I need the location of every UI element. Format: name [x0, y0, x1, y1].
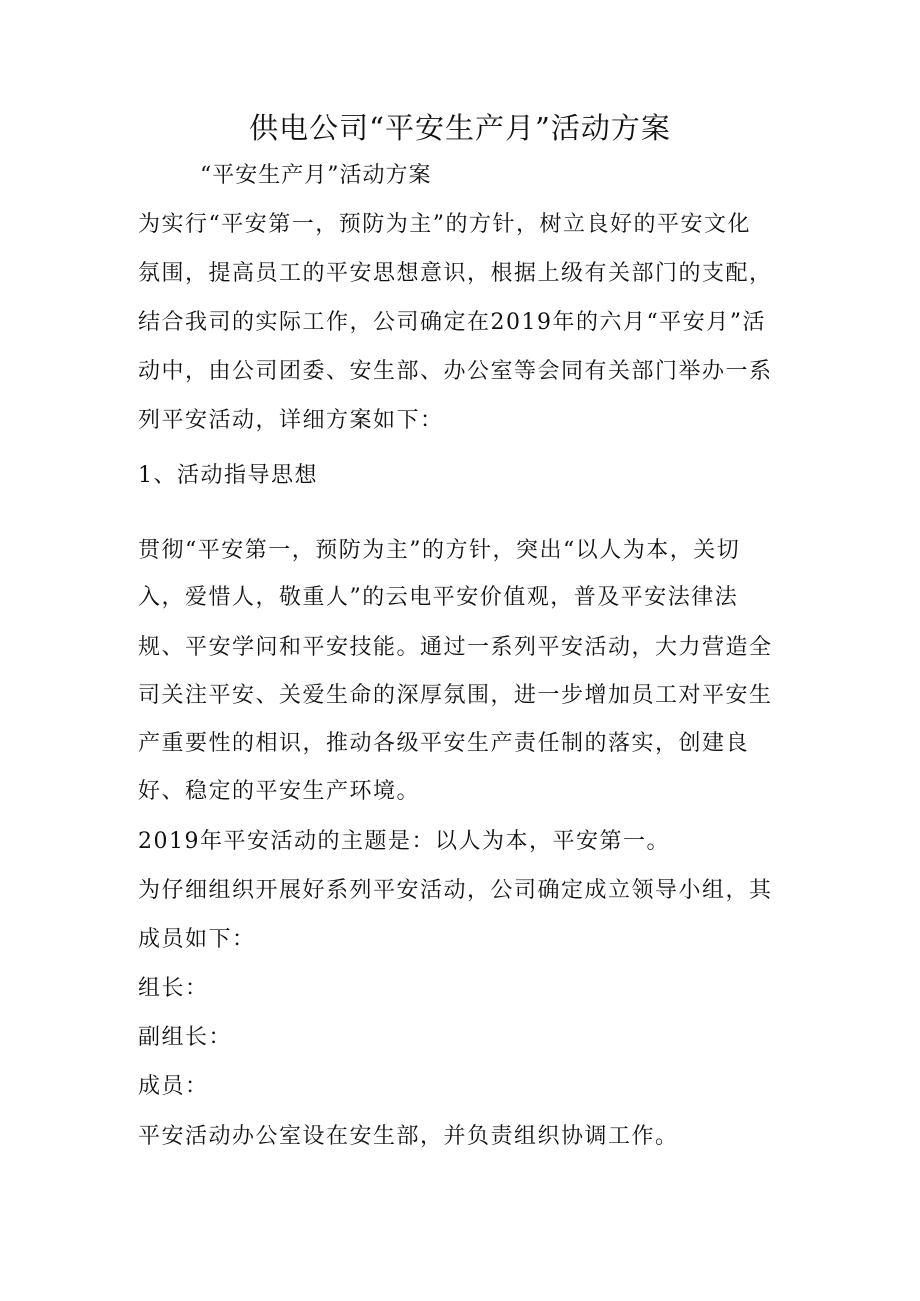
intro-line-2: 氛围，提高员工的平安思想意识，根据上级有关部门的支配，	[138, 261, 773, 286]
section1-line-2: 入，爱惜人，敬重人”的云电平安价值观，普及平安法律法	[138, 585, 739, 610]
document-subtitle: “平安生产月”活动方案	[200, 163, 432, 188]
section1-line-6: 好、稳定的平安生产环境。	[138, 779, 421, 804]
group-line-2: 成员如下：	[138, 927, 256, 952]
section1-line-3: 规、平安学问和平安技能。通过一系列平安活动，大力营造全	[138, 635, 773, 660]
leader-label: 组长：	[138, 976, 209, 1001]
document-title: 供电公司“平安生产月”活动方案	[249, 111, 671, 145]
office-line: 平安活动办公室设在安生部，并负责组织协调工作。	[138, 1124, 679, 1149]
section1-line-4: 司关注平安、关爱生命的深厚氛围，进一步增加员工对平安生	[138, 683, 773, 708]
section1-line-1: 贯彻“平安第一，预防为主”的方针，突出“以人为本，关切	[138, 538, 741, 563]
group-line-1: 为仔细组织开展好系列平安活动，公司确定成立领导小组，其	[138, 878, 773, 903]
theme-line: 2019年平安活动的主题是：以人为本，平安第一。	[138, 829, 670, 854]
section1-line-5: 产重要性的相识，推动各级平安生产责任制的落实，创建良	[138, 731, 750, 756]
intro-line-3: 结合我司的实际工作，公司确定在2019年的六月“平安月”活	[138, 310, 766, 335]
intro-line-5: 列平安活动，详细方案如下：	[138, 408, 444, 433]
section-heading-1: 1、活动指导思想	[138, 463, 318, 488]
intro-line-4: 动中，由公司团委、安生部、办公室等会同有关部门举办一系	[138, 359, 773, 384]
deputy-leader-label: 副组长：	[138, 1025, 233, 1050]
member-label: 成员：	[138, 1074, 209, 1099]
intro-line-1: 为实行“平安第一，预防为主”的方针，树立良好的平安文化	[138, 212, 751, 237]
